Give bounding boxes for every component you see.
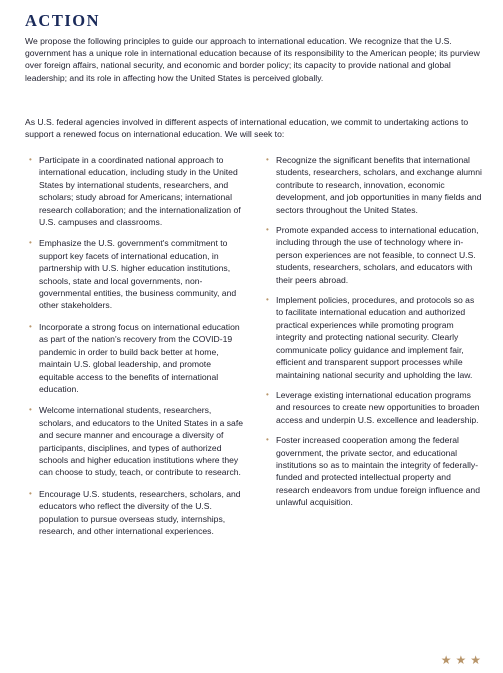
action-item (264, 434, 482, 508)
action-item-text: Emphasize the U.S. government's commitment to support key facets of international education, in partnership with U.S. higher education institutions, schools, state and local governments, non-governmental entities, the business community, and other stakeholders. (39, 238, 237, 311)
action-item-text: Leverage existing international education programs and resources to create new opportunities to broaden access and underpin U.S. excellence and leadership. (276, 389, 480, 425)
action-item (27, 154, 245, 228)
action-item-text: Incorporate a strong focus on international education as part of the nation's recovery from the COVID-19 pandemic in order to build back better at home, maintain U.S. global leadership, and promote equitable access to the benefits of international education. (39, 321, 240, 394)
action-item (264, 389, 482, 426)
action-item-text: Encourage U.S. students, researchers, scholars, and educators who reflect the diversity of the U.S. population to pursue overseas study, internships, research, and other international experiences. (39, 488, 241, 536)
stars-icon: ★★★ (440, 653, 485, 667)
action-item-text: Recognize the significant benefits that international students, researchers, scholars, and exchange alumni contribute to research, innovation, economic development, and job opportunities in many fields and sectors throughout the United States. (276, 155, 482, 215)
left-action-list (27, 154, 245, 546)
bullet-icon: • (266, 389, 269, 399)
action-item-text: Foster increased cooperation among the federal government, the private sector, and educational institutions so as to maintain the integrity of federally-funded and protected intellectual property and research endeavors from undue foreign influence and unlawful acquisition. (276, 435, 480, 508)
action-item (264, 154, 482, 216)
bullet-icon: • (266, 155, 269, 164)
right-action-list (264, 154, 482, 517)
bullet-icon: • (266, 295, 269, 305)
action-item-text: Implement policies, procedures, and protocols so as to facilitate international education and authorized practical experiences while promoting program integrity and protecting national security. Clearly communicate policy guidance and implement fair, efficient and transparent support processes while maintaining national security and upholding the law. (276, 295, 475, 380)
bullet-icon: • (29, 238, 32, 248)
action-item (264, 224, 482, 286)
bullet-icon: • (266, 435, 269, 445)
bullet-icon: • (29, 488, 32, 498)
action-item-text: Participate in a coordinated national approach to international education, including study in the United States by international students, researchers, and scholars; study abroad for Americans; international research collaboration; and the internationalization of U.S. campuses and classrooms. (39, 155, 241, 228)
bullet-icon: • (266, 225, 269, 235)
action-item (27, 237, 245, 311)
bullet-icon: • (29, 321, 32, 331)
action-item (27, 404, 245, 478)
bullet-icon: • (29, 155, 32, 164)
action-item-text: Welcome international students, researchers, scholars, and educators to the United States in a safe and secure manner and encourage a diversity of participants, disciplines, and types of authorized schools and higher education institutions where they can choose to study, teach, or contribute to research. (39, 405, 243, 478)
action-item (27, 488, 245, 538)
section-heading: ACTION (25, 11, 101, 30)
action-item-text: Promote expanded access to international education, including through the use of technology where in-person experiences are not feasible, to connect U.S. students, researchers, scholars, and educators with their peers abroad. (276, 225, 479, 285)
intro-paragraph: We propose the following principles to guide our approach to international education. We recognize that the U.S. government has a unique role in international education because of its responsibility to the American people; its purview over foreign affairs, national security, and economic and border policy; its capacity to provide national and global leadership; and its role in affecting how the United States is perceived globally. (25, 36, 480, 83)
bullet-icon: • (29, 405, 32, 415)
commitment-paragraph: As U.S. federal agencies involved in different aspects of international education, we commit to undertaking actions to support a renewed focus on international education. We will seek to: (25, 117, 469, 140)
action-item (27, 321, 245, 395)
action-item (264, 294, 482, 381)
